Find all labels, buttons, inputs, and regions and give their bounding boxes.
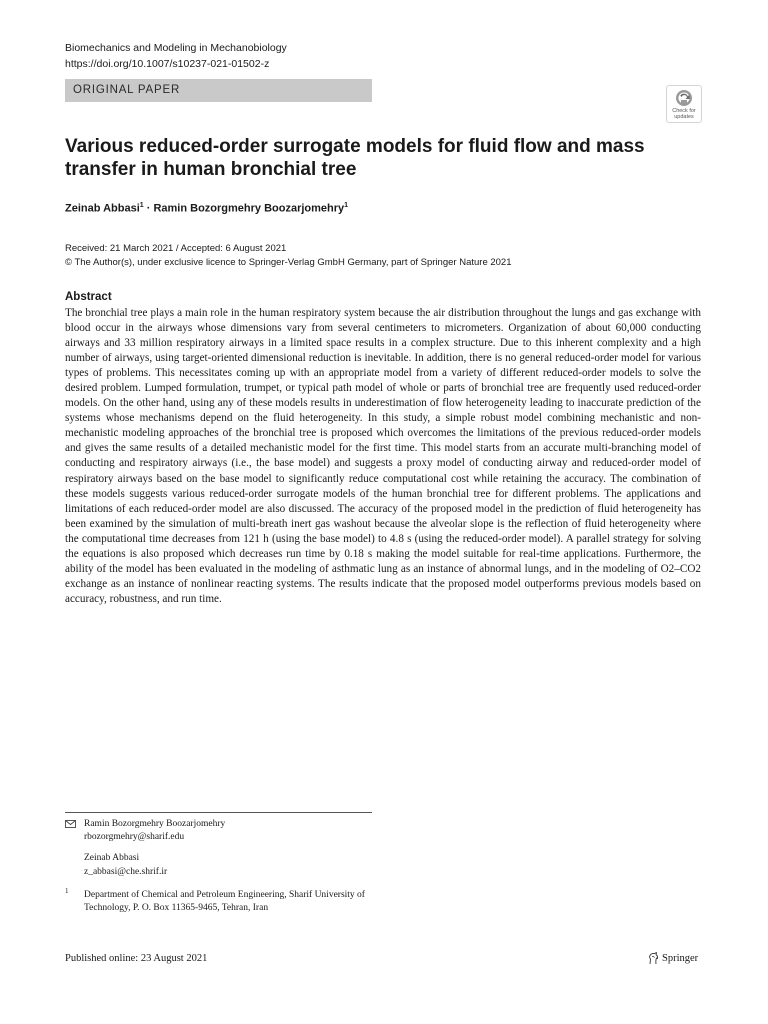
author-affiliation-marker: 1 — [344, 202, 349, 209]
copyright-notice: © The Author(s), under exclusive licence to Springer-Verlag GmbH Germany, part of Springer Nature 2021 — [65, 257, 512, 268]
doi-link[interactable]: https://doi.org/10.1007/s10237-021-01502-z — [65, 58, 270, 70]
publisher-name: Springer — [662, 953, 699, 964]
publisher-logo — [647, 952, 698, 965]
check-for-updates-badge[interactable] — [666, 85, 702, 123]
published-date: Published online: 23 August 2021 — [65, 953, 208, 964]
springer-horse-icon — [647, 952, 659, 965]
envelope-icon — [65, 820, 76, 828]
article-type-banner: ORIGINAL PAPER — [65, 79, 372, 102]
journal-header — [65, 40, 287, 72]
journal-name: Biomechanics and Modeling in Mechanobiology — [65, 42, 287, 54]
received-accepted-dates: Received: 21 March 2021 / Accepted: 6 August 2021 — [65, 243, 287, 254]
correspondent-name: Ramin Bozorgmehry Boozarjomehry — [84, 819, 226, 829]
corresponding-authors — [84, 818, 225, 879]
article-title: Various reduced-order surrogate models for fluid flow and mass transfer in human bronchial tree — [65, 136, 645, 180]
article-dates — [65, 242, 512, 270]
affiliation-text: Department of Chemical and Petroleum Engineering, Sharif University of Technology, P. O. Box 11365-9465, Tehran, Iran — [84, 890, 365, 913]
footnote-divider — [65, 812, 372, 813]
affiliation-number: 1 — [65, 887, 69, 895]
author-name[interactable]: Zeinab Abbasi — [65, 202, 140, 215]
author-list — [65, 202, 348, 215]
author-separator: · — [143, 202, 154, 215]
author-name[interactable]: Ramin Bozorgmehry Boozarjomehry — [153, 202, 345, 215]
correspondent-name: Zeinab Abbasi — [84, 853, 140, 864]
abstract-heading: Abstract — [65, 291, 112, 303]
correspondent-email[interactable]: z_abbasi@che.shrif.ir — [84, 866, 168, 877]
check-updates-icon — [675, 89, 693, 107]
check-updates-label: Check for updates — [672, 108, 696, 120]
correspondent-email[interactable]: rbozorgmehry@sharif.edu — [84, 832, 185, 843]
abstract-text: The bronchial tree plays a main role in the human respiratory system because the air distribution throughout the lungs and gas exchange with blood occur in the airways whose dimensions vary from several centimeters to micrometers. Organization of about 60,000 conducting airways and 33 million respiratory airways in a limited space results in a complex structure. Due to this inherent complexity and a high number of airways, using target-oriented dimensional reduction is inevitable. In addition, there is no general reduced-order model for various types of problems. This necessitates coming up with an appropriate model from a variety of different reduced-order models to solve the desired problem. Lumped formulation, trumpet, or typical path model of whole or parts of bronchial tree are frequently used reduced-order models. On the other hand, using any of these models results in underestimation of flow heterogeneity leading to inaccurate prediction of the systems whose mechanisms depend on the fluid heterogeneity. In this study, a simple robust model combining mechanistic and non-mechanistic modeling approaches of the bronchial tree is proposed which overcomes the limitations of the previous reduced-order models and gives the same results of a detailed mechanistic model for the first time. This model starts from an accurate multi-branching model of conducting and respiratory airways (i.e., the base model) and suggests a proxy model of conducting airway and reduced-order model of respiratory airways based on the base model to significantly reduce computational cost while retaining the accuracy. The combination of these models suggests various reduced-order surrogate models of the human bronchial tree for different problems. The applications and limitations of each reduced-order model are also discussed. The accuracy of the proposed model in the prediction of fluid heterogeneity has been examined by the simulation of multi-breath inert gas washout because the alveolar slope is the reflection of fluid heterogeneity where the computational time decreases from 121 h (using the base model) to 4.8 s (using the reduced-order model). A parallel strategy for solving the equations is also proposed which decreases run time by 0.18 s making the model suitable for real-time applications. Furthermore, the ability of the model has been evaluated in the modeling of asthmatic lung as an instance of abnormal lungs, and in the modeling of O2–CO2 exchange as an instance of nonlinear reacting systems. The results indicate that the proposed model outperforms previous models based on accuracy, robustness, and run time. — [65, 307, 701, 605]
author-affiliation-marker: 1 — [139, 202, 144, 209]
